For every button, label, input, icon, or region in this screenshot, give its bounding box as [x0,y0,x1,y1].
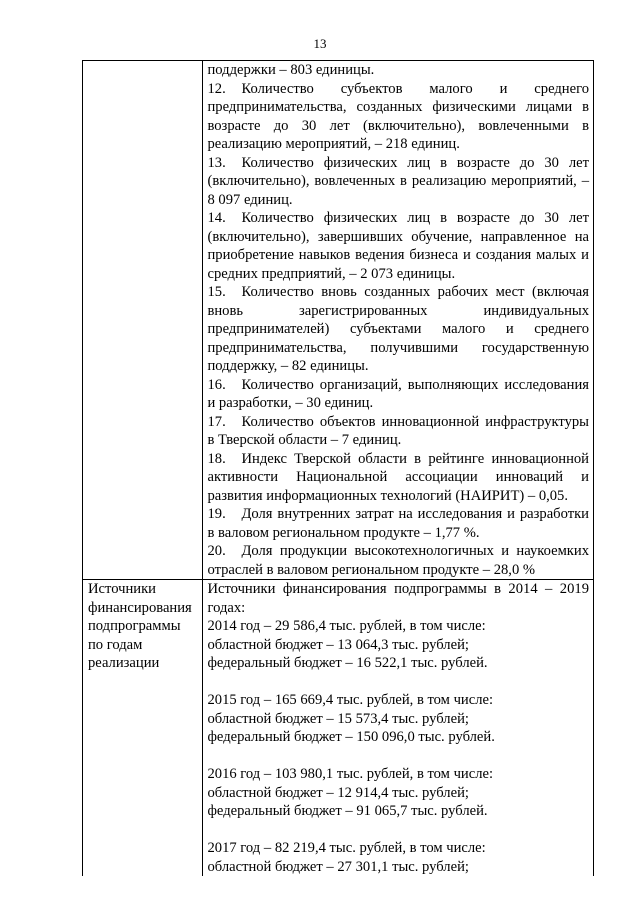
page-number: 13 [313,36,327,51]
financing-block-2016 [207,765,589,821]
financing-label-line: реализации [88,655,160,671]
indicators-row [83,61,594,580]
indicator-item: 19. Доля внутренних затрат на исследования и разработки в валовом региональном продукте – 1,77 %. [207,506,589,541]
year-total: 2015 год – 165 669,4 тыс. рублей, в том числе: [207,692,494,708]
regional-budget: областной бюджет – 12 914,4 тыс. рублей; [207,784,469,801]
indicator-item: 17. Количество объектов инновационной инфраструктуры в Тверской области – 7 единиц. [207,413,589,448]
indicator-item: 15. Количество вновь созданных рабочих мест (включая вновь зарегистрированных индивидуальных предпринимателей) субъектами малого и среднего предпринимательства, получившими государственную поддержку, – 82 единицы. [207,284,589,374]
year-total: 2014 год – 29 586,4 тыс. рублей, в том числе: [207,618,486,634]
financing-row [83,580,594,877]
financing-block-2014 [207,580,589,673]
federal-budget: федеральный бюджет – 150 096,0 тыс. рублей. [207,729,495,745]
financing-label-line: Источники [88,581,156,597]
indicator-item: 14. Количество физических лиц в возрасте до 30 лет (включительно), завершивших обучение, направленное на приобретение навыков ведения бизнеса и создания малых и средних предприятий, – 2 073 единицы. [207,210,589,282]
indicator-item: 13. Количество физических лиц в возрасте до 30 лет (включительно), вовлеченных в реализацию мероприятий, – 8 097 единиц. [207,154,589,208]
financing-label-line: подпрограммы [88,618,181,634]
financing-label-line: по годам [88,636,143,653]
federal-budget: федеральный бюджет – 91 065,7 тыс. рублей. [207,803,488,819]
financing-block-2015 [207,691,589,747]
subprogram-passport-table [82,60,594,876]
year-total: 2016 год – 103 980,1 тыс. рублей, в том числе: [207,766,494,782]
indicator-item: 18. Индекс Тверской области в рейтинге инновационной активности Национальной ассоциации инноваций и развития информационных технологий (НАИРИТ) – 0,05. [207,450,589,504]
financing-heading: Источники финансирования подпрограммы в 2014 – 2019 годах: [207,581,589,616]
indicator-item: 20. Доля продукции высокотехнологичных и наукоемких отраслей в валовом региональном продукте – 28,0 % [207,543,589,578]
indicator-item: 16. Количество организаций, выполняющих исследования и разработки, – 30 единиц. [207,376,589,411]
federal-budget: федеральный бюджет – 16 522,1 тыс. рублей. [207,655,488,671]
indicators-content-cell [203,61,594,580]
financing-block-2017 [207,839,589,876]
year-total: 2017 год – 82 219,4 тыс. рублей, в том числе: [207,840,486,856]
financing-label-line: финансирования [88,599,192,616]
regional-budget: областной бюджет – 13 064,3 тыс. рублей; [207,636,469,653]
indicator-continuation: поддержки – 803 единицы. [207,62,375,78]
financing-content-cell [203,580,594,877]
indicators-label-cell [83,61,203,580]
regional-budget: областной бюджет – 15 573,4 тыс. рублей; [207,710,469,727]
regional-budget: областной бюджет – 27 301,1 тыс. рублей; [207,858,469,875]
indicator-item: 12. Количество субъектов малого и среднего предпринимательства, созданных физическими лицами в возрасте до 30 лет (включительно), вовлеченными в реализацию мероприятий, – 218 единиц. [207,80,589,152]
financing-label-cell [83,580,203,877]
